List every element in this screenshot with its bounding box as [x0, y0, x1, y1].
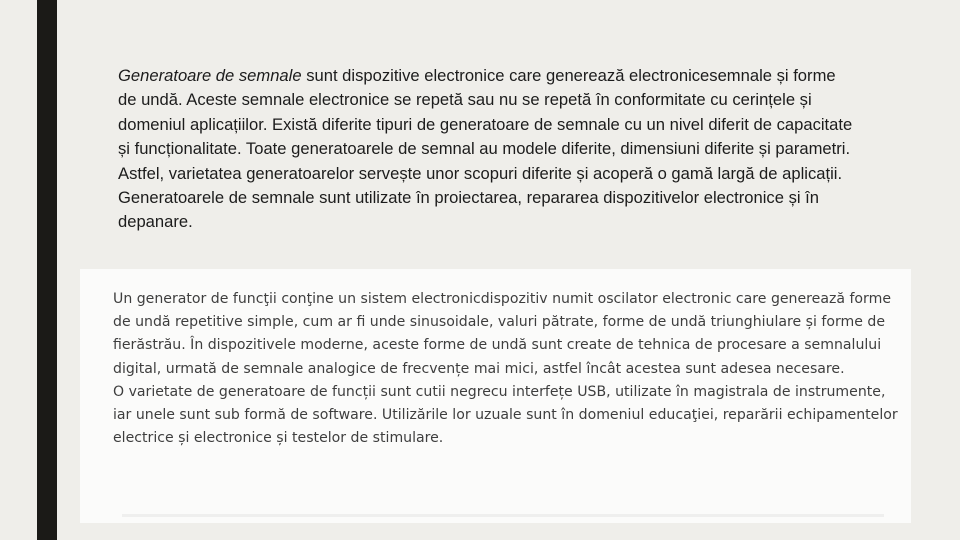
- card-bottom-divider: [122, 514, 884, 517]
- left-accent-bar: [37, 0, 57, 540]
- heading-term: Generatoare de semnale: [118, 66, 302, 85]
- main-paragraph-body: sunt dispozitive electronice care generează electronicesemnale și forme de undă. Aceste semnale electronice se repetă sau nu se repetă în conformitate cu cerințele și domeniul aplicațiilor. Există diferite tipuri de generatoare de semnale cu un nivel diferit de capacitate și funcționalitate. Toate generatoarele de semnal au modele diferite, dimensiuni diferite și parametri. Astfel, varietatea generatoarelor servește unor scopuri diferite și acoperă o gamă largă de aplicații. Generatoarele de semnale sunt utilizate în proiectarea, repararea dispozitivelor electronice și în depanare.: [118, 66, 853, 232]
- screenshot-card: [80, 269, 911, 523]
- main-paragraph: [118, 64, 858, 235]
- card-paragraph-1: Un generator de funcţii conţine un sistem electronicdispozitiv numit oscilator electronic care generează forme de undă repetitive simple, cum ar fi unde sinusoidale, valuri pătrate, forme de undă triunghiulare și forme de fierăstrău. În dispozitivele moderne, aceste forme de undă sunt create de tehnica de procesare a semnalului digital, urmată de semnale analogice de frecvențe mai mici, astfel încât acestea sunt adesea necesare.: [113, 291, 891, 377]
- card-text: [113, 288, 903, 450]
- card-paragraph-2: O varietate de generatoare de funcții sunt cutii negrecu interfețe USB, utilizate în magistrala de instrumente, iar unele sunt sub formă de software. Utilizările lor uzuale sunt în domeniul educaţiei, reparării echipamentelor electrice și electronice și testelor de stimulare.: [113, 383, 898, 447]
